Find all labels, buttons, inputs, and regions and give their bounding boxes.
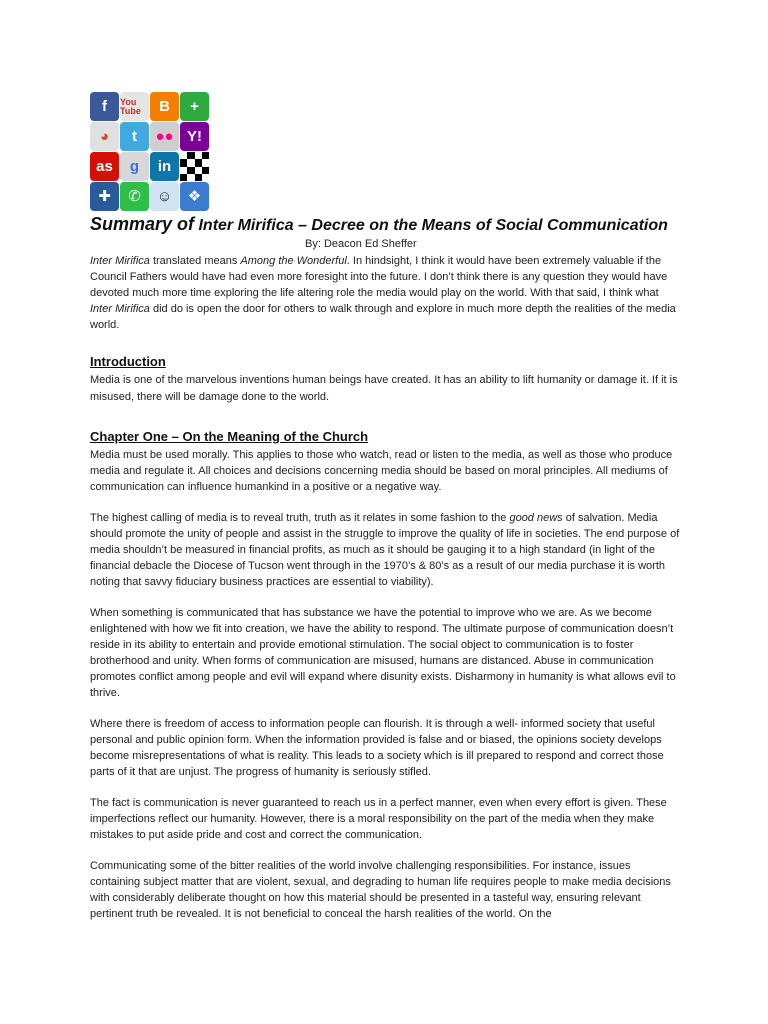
- intro-text-3: did do is open the door for others to walk through and explore in much more depth the realities of the media world.: [90, 303, 676, 331]
- intro-paragraph: [90, 253, 680, 333]
- document-title: [90, 214, 690, 235]
- chapter-one-paragraph-3: When something is communicated that has substance we have the potential to improve who we are. As we become enlightened with how we fit into creation, we have the ability to respond. The ultimate purpose of communication doesn’t reside in its ability to entertain and provide emotional stimulation. The social object to communication is to foster brotherhood and unity. When forms of communication are misused, humans are distanced. Abuse in communication promotes conflict among people and evil will expand where disunity exists. Disharmony in humanity is what allows evil to thrive.: [90, 607, 676, 699]
- introduction-paragraph: Media is one of the marvelous inventions human beings have created. It has an ability to lift humanity or damage it. If it is misused, there will be damage done to the world.: [90, 374, 678, 403]
- flickr-icon: ●●: [150, 122, 179, 151]
- myspace-icon: ✚: [90, 182, 119, 211]
- p2-text-a: The highest calling of media is to reveal truth, truth as it relates in some fashion to the: [90, 512, 510, 524]
- intro-text-2: . In hindsight, I think it would have been extremely valuable if the Council Fathers would have had even more foresight into the future. I don’t think there is any question they would have devoted much more time exploring the life altering role the media would play on the world. With that said, I think what: [90, 255, 668, 299]
- intro-text-1: translated means: [149, 255, 241, 267]
- google-icon: g: [120, 152, 149, 181]
- facebook-icon: f: [90, 92, 119, 121]
- google-plus-icon: +: [180, 92, 209, 121]
- chapter-one-paragraph-1: Media must be used morally. This applies to those who watch, read or listen to the media, as well as those who produce media and regulate it. All choices and decisions concerning media should be based on moral principles. All mediums of communication can influence humankind in a positive or a negative way.: [90, 449, 673, 493]
- twitter-icon: t: [120, 122, 149, 151]
- chapter-one-paragraph-2: [90, 510, 680, 590]
- blogger-icon: B: [150, 92, 179, 121]
- msn-icon: ❖: [180, 182, 209, 211]
- youtube-icon: You Tube: [120, 92, 149, 121]
- heading-introduction: Introduction: [90, 354, 166, 369]
- delicious-icon: [180, 152, 209, 181]
- chapter-one-paragraph-5: The fact is communication is never guaranteed to reach us in a perfect manner, even when every effort is given. These imperfections reflect our humanity. However, there is a moral responsibility on the part of the media when they make mistakes to put aside pride and cost and correct the communication.: [90, 797, 667, 841]
- byline: By: Deacon Ed Sheffer: [305, 238, 417, 250]
- chapter-one-paragraph-6: Communicating some of the bitter realities of the world involve challenging responsibilities. For instance, issues containing subject matter that are violent, sexual, and degrading to human life requires people to make media decisions with considerably deliberate thought on how this material should be presented in a tasteful way, ensuring relevant pertinent truth be revealed. It is not beneficial to conceal the harsh realities of the world. On the: [90, 860, 671, 920]
- intro-title-emphasis: Inter Mirifica: [90, 255, 150, 267]
- p2-emphasis: good news: [509, 512, 563, 524]
- whatsapp-icon: ✆: [120, 182, 149, 211]
- yahoo-icon: Y!: [180, 122, 209, 151]
- title-lead: Summary of: [90, 214, 195, 234]
- document-body: [90, 253, 680, 937]
- picasa-icon: ◕: [90, 122, 119, 151]
- reddit-icon: ☺: [150, 182, 179, 211]
- intro-title-emphasis-2: Inter Mirifica: [90, 303, 150, 315]
- social-icon-grid: [90, 92, 209, 211]
- chapter-one-paragraph-4: Where there is freedom of access to information people can flourish. It is through a well- informed society that useful personal and public opinion form. When the information provided is false and or biased, the opinions society develops become misrepresentations of what is reality. This leads to a society which is ill prepared to respond and correct those parts of it that are unjust. The progress of humanity is seriously stifled.: [90, 718, 664, 778]
- heading-chapter-one: Chapter One – On the Meaning of the Church: [90, 429, 369, 444]
- lastfm-icon: as: [90, 152, 119, 181]
- intro-translation-emphasis: Among the Wonderful: [240, 255, 347, 267]
- linkedin-icon: in: [150, 152, 179, 181]
- p2-text-b: of salvation. Media should promote the unity of people and assist in the struggle to improve the quality of life in societies. The end purpose of media shouldn’t be measured in financial profits, as much as it should be gauging it to a high standard (in light of the financial debacle the Diocese of Tucson went through in the 1970’s & 80’s as a result of our media purchase it is worth noting that savvy fiduciary business practices are essential to viability).: [90, 512, 680, 588]
- title-rest: Inter Mirifica – Decree on the Means of Social Communication: [194, 217, 668, 234]
